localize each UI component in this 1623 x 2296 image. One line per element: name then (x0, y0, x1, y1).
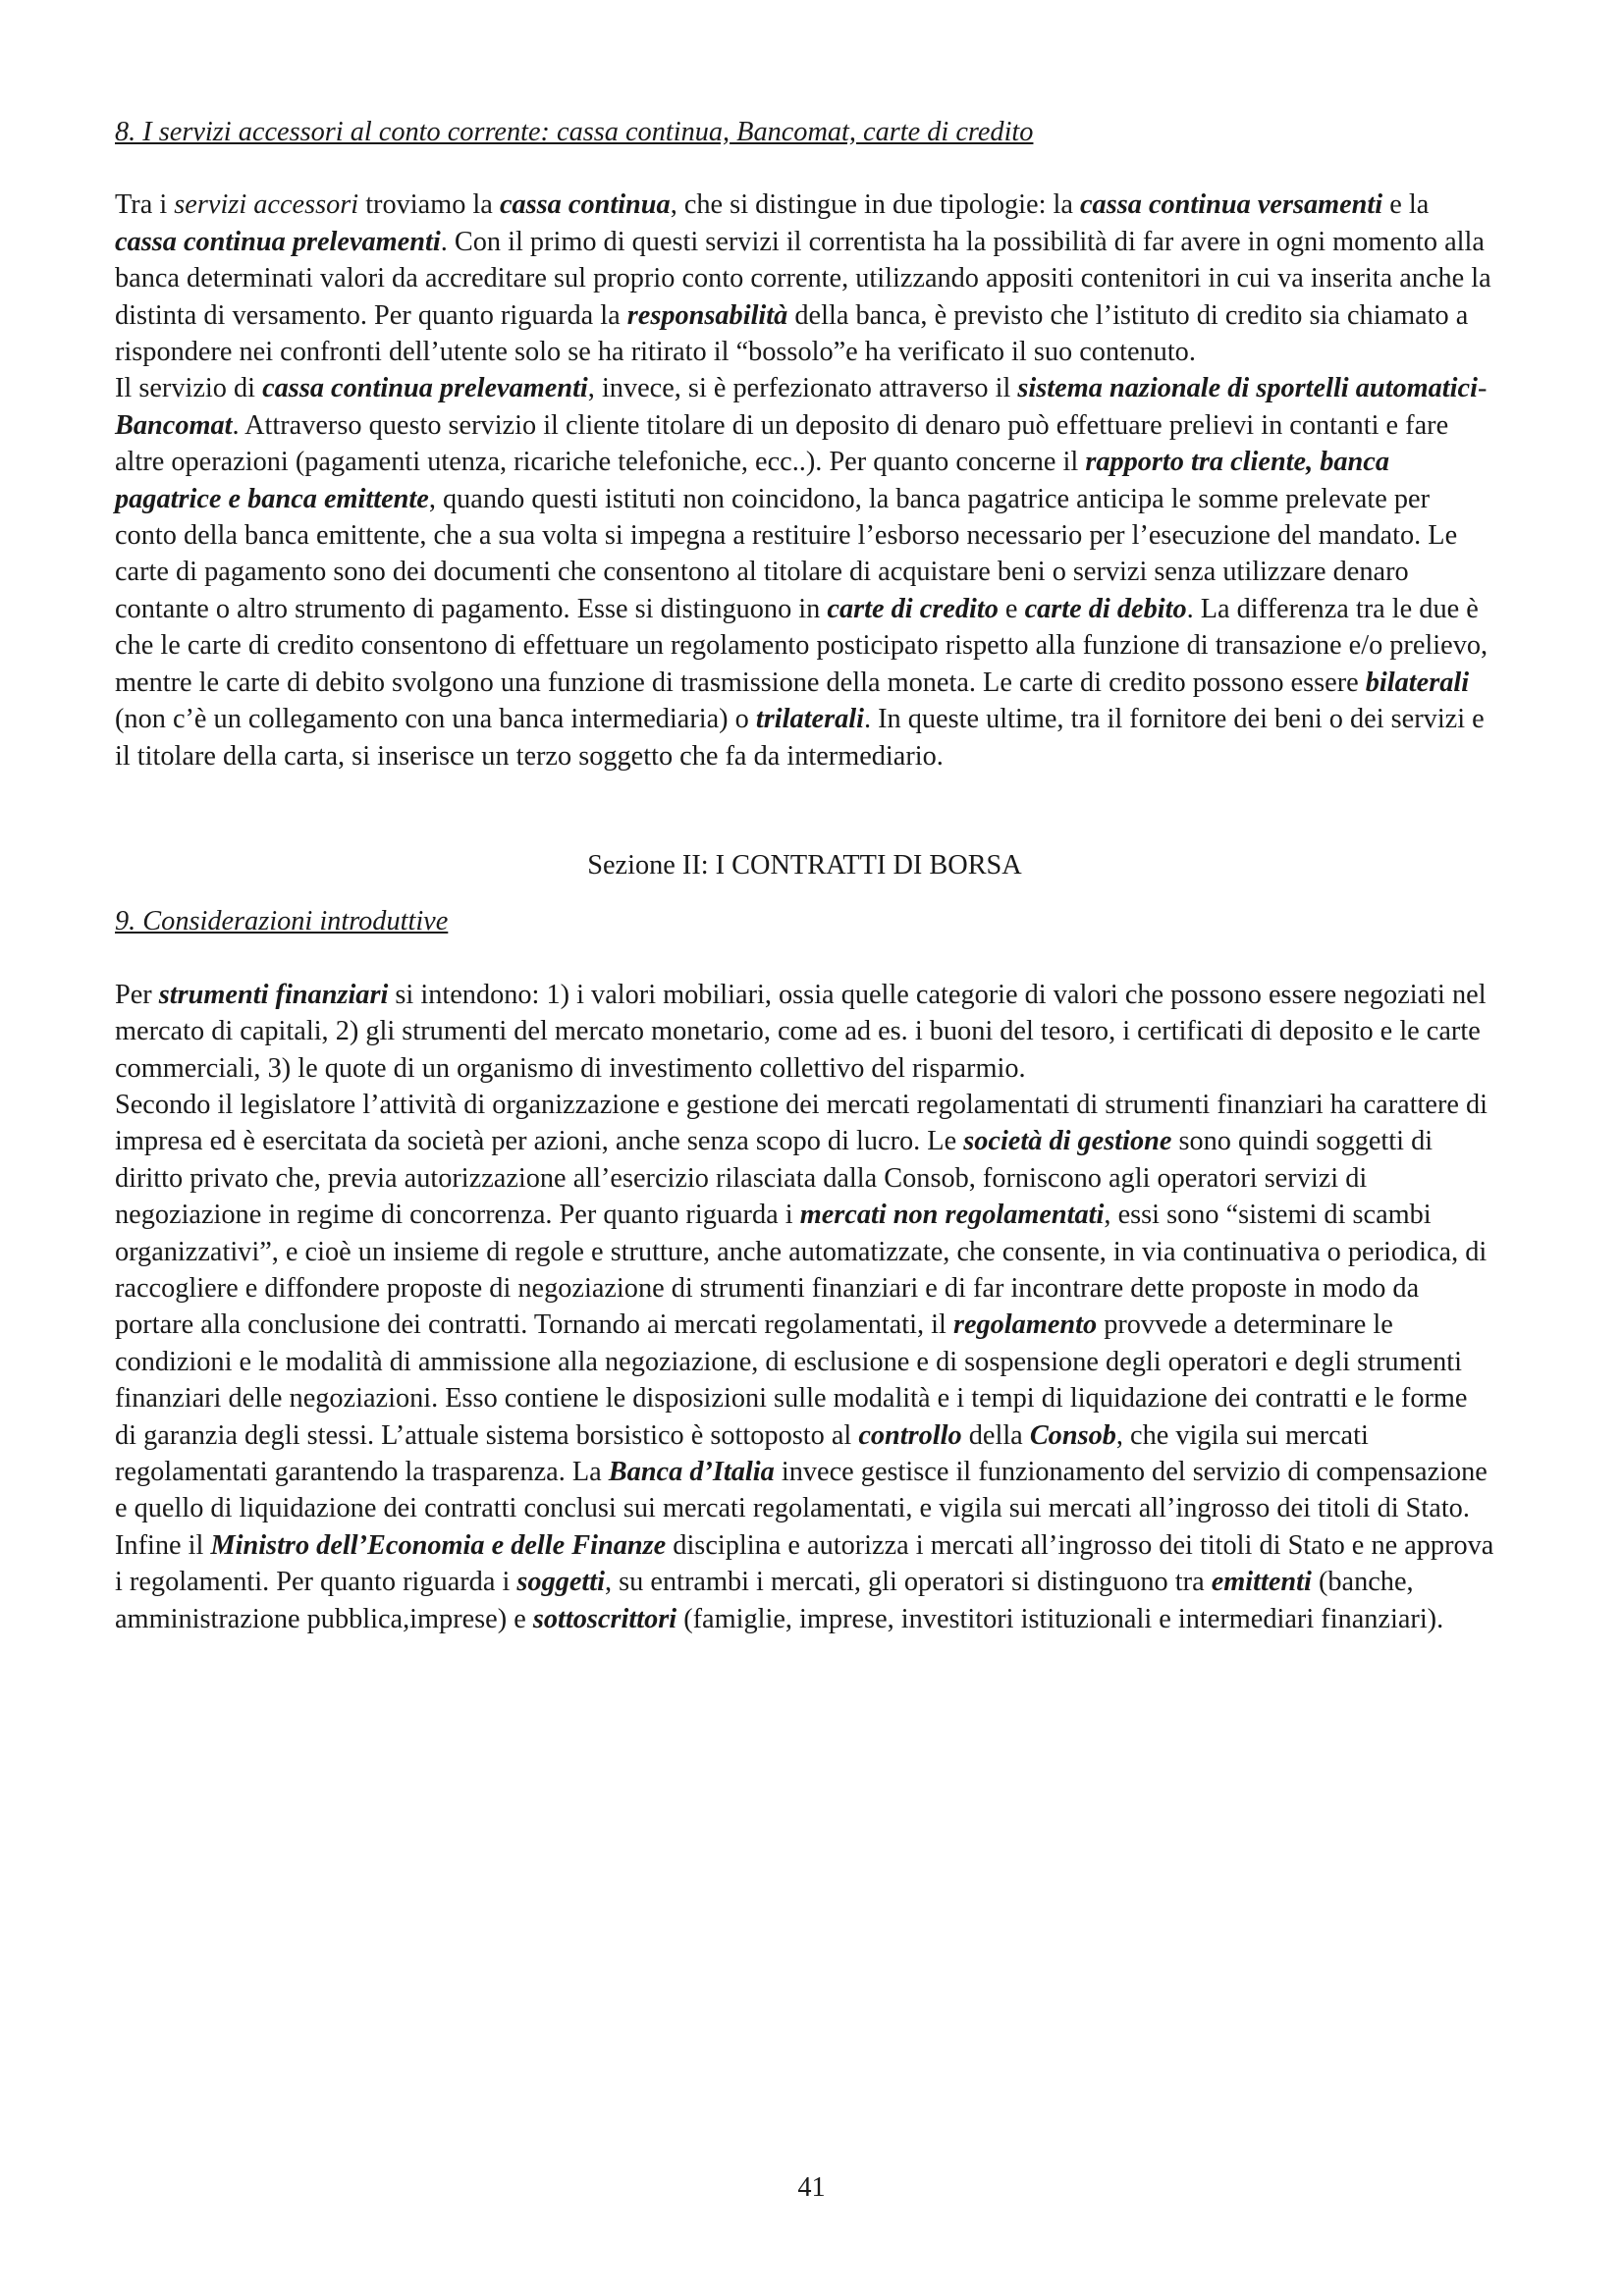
text-run: , quando questi istituti non coincidono, la banca pagatrice anticipa le somme prelevate per conto della banca emittente, che a sua volta si impegna a restituire l’esborso necessario per l’esecuzione del mandato. Le carte di pagamento sono dei documenti che consentono al titolare di acquistare beni o servizi senza utilizzare denaro contante o altro strumento di pagamento. Esse si distinguono in (115, 483, 1458, 624)
emphasis-term: cassa continua versamenti (1080, 189, 1383, 221)
text-run: Tra i (115, 189, 175, 221)
text-run: - (1477, 373, 1488, 404)
emphasis-term: sottoscrittori (532, 1603, 677, 1634)
emphasis-term: strumenti finanziari (158, 979, 389, 1010)
text-run: (famiglie, imprese, investitori istituzionali e intermediari finanziari). (676, 1603, 1444, 1634)
emphasis-term: Banca d’Italia (608, 1457, 775, 1487)
page-content (115, 114, 1494, 1637)
text-run: (non c’è un collegamento con una banca intermediaria) o (115, 704, 756, 735)
text-run: , su entrambi i mercati, gli operatori si distinguono tra (605, 1567, 1212, 1598)
text-run: , essi sono “sistemi di scambi organizzativi”, e cioè un insieme di regole e strutture, anche automatizzate, che consente, in via continuativa o periodica, di raccogliere e diffondere proposte di negoziazione di strumenti finanziari e di far incontrare dette proposte in modo da portare alla conclusione dei contratti. Tornando ai mercati regolamentati, il (115, 1200, 1488, 1341)
text-run: . La differenza tra le due è che le carte di credito consentono di effettuare un regolamento posticipato rispetto alla funzione di transazione e/o prelievo, mentre le carte di debito svolgono una funzione di trasmissione della moneta. Le carte di credito possono essere (115, 593, 1488, 698)
emphasis-term: cassa continua prelevamenti (262, 373, 588, 404)
emphasis-term: cassa continua prelevamenti (115, 226, 441, 257)
text-run: si intendono: 1) i valori mobiliari, ossia quelle categorie di valori che possono essere negoziati nel mercato di capitali, 2) gli strumenti del mercato monetario, come ad es. i buoni del tesoro, i certificati di deposito e le carte commerciali, 3) le quote di un organismo di investimento collettivo del risparmio. (115, 979, 1487, 1084)
emphasis-term: controllo (858, 1419, 962, 1451)
text-run: Secondo il legislatore l’attività di organizzazione e gestione dei mercati regolamentati di strumenti finanziari ha carattere di impresa ed è esercitata da società per azioni, anche senza scopo di lucro. Le (115, 1089, 1488, 1157)
emphasis-term: Bancomat (115, 409, 233, 441)
paragraph-cassa-continua (115, 187, 1494, 370)
emphasis-term: cassa continua (499, 189, 671, 221)
text-run: , che si distingue in due tipologie: la (670, 189, 1080, 221)
emphasis-term: carte di debito (1024, 593, 1187, 624)
section-heading-9: 9. Considerazioni introduttive (115, 906, 449, 937)
text-run: disciplina e autorizza i mercati all’ingrosso dei titoli di Stato e ne approva i regolamenti. Per quanto riguarda i (115, 1529, 1494, 1598)
paragraph-bancomat-carte (115, 370, 1494, 774)
emphasis-term: bilaterali (1365, 667, 1470, 698)
text-run: , che vigila sui mercati regolamentati garantendo la trasparenza. La (115, 1419, 1369, 1487)
emphasis-term: emittenti (1211, 1567, 1312, 1598)
page-number: 41 (797, 2172, 826, 2203)
emphasis-term: Consob (1029, 1419, 1116, 1451)
emphasis-term: soggetti (516, 1567, 606, 1598)
text-run: , invece, si è perfezionato attraverso il (587, 373, 1018, 404)
text-run: e (998, 593, 1025, 624)
emphasis-term: sistema nazionale di sportelli automatici (1017, 373, 1478, 404)
text-run: della (961, 1419, 1030, 1451)
italic-term: servizi accessori (174, 189, 359, 221)
text-run: . Con il primo di questi servizi il correntista ha la possibilità di far avere in ogni momento alla banca determinati valori da accreditare sul proprio conto corrente, utilizzando appositi contenitori in cui va inserita anche la distinta di versamento. Per quanto riguarda la (115, 226, 1491, 331)
text-run: della banca, è previsto che l’istituto di credito sia chiamato a rispondere nei confronti dell’utente solo se ha ritirato il “bossolo”e ha verificato il suo contenuto. (115, 299, 1469, 368)
text-run: Per (115, 979, 159, 1010)
emphasis-term: Ministro dell’Economia e delle Finanze (210, 1529, 667, 1561)
text-run: provvede a determinare le condizioni e le modalità di ammissione alla negoziazione, di esclusione e di sospensione degli operatori e degli strumenti finanziari delle negoziazioni. Esso contiene le disposizioni sulle modalità e i tempi di liquidazione dei contratti e le forme di garanzia degli stessi. L’attuale sistema borsistico è sottoposto al (115, 1309, 1468, 1451)
emphasis-term: carte di credito (827, 593, 999, 624)
emphasis-term: società di gestione (963, 1126, 1172, 1157)
paragraph-strumenti-finanziari (115, 977, 1494, 1087)
text-run: sono quindi soggetti di diritto privato che, previa autorizzazione all’esercizio rilasciata dalla Consob, forniscono agli operatori servizi di negoziazione in regime di concorrenza. Per quanto riguarda i (115, 1126, 1434, 1231)
text-run: Il servizio di (115, 373, 263, 404)
emphasis-term: responsabilità (626, 299, 788, 331)
text-run: invece gestisce il funzionamento del servizio di compensazione e quello di liquidazione dei contratti conclusi sui mercati regolamentati, e vigila sui mercati all’ingrosso dei titoli di Stato. Infine il (115, 1457, 1488, 1561)
emphasis-term: rapporto tra cliente, banca pagatrice e banca emittente (115, 447, 1390, 514)
text-run: . In queste ultime, tra il fornitore dei beni o dei servizi e il titolare della carta, si inserisce un terzo soggetto che fa da intermediario. (115, 704, 1485, 772)
emphasis-term: regolamento (952, 1309, 1098, 1341)
text-run: (banche, amministrazione pubblica,imprese) e (115, 1567, 1414, 1634)
text-run: troviamo la (358, 189, 500, 221)
section-heading-8: 8. I servizi accessori al conto corrente: cassa continua, Bancomat, carte di credito (115, 117, 1034, 147)
emphasis-term: mercati non regolamentati (799, 1200, 1105, 1231)
text-run: e la (1382, 189, 1430, 221)
section-title: Sezione II: I CONTRATTI DI BORSA (587, 849, 1022, 881)
emphasis-term: trilaterali (755, 704, 864, 735)
text-run: . Attraverso questo servizio il cliente titolare di un deposito di denaro può effettuare prelievi in contanti e fare altre operazioni (pagamenti utenza, ricariche telefoniche, ecc..). Per quanto concerne il (115, 409, 1449, 478)
paragraph-mercati-regolamentati (115, 1087, 1494, 1637)
